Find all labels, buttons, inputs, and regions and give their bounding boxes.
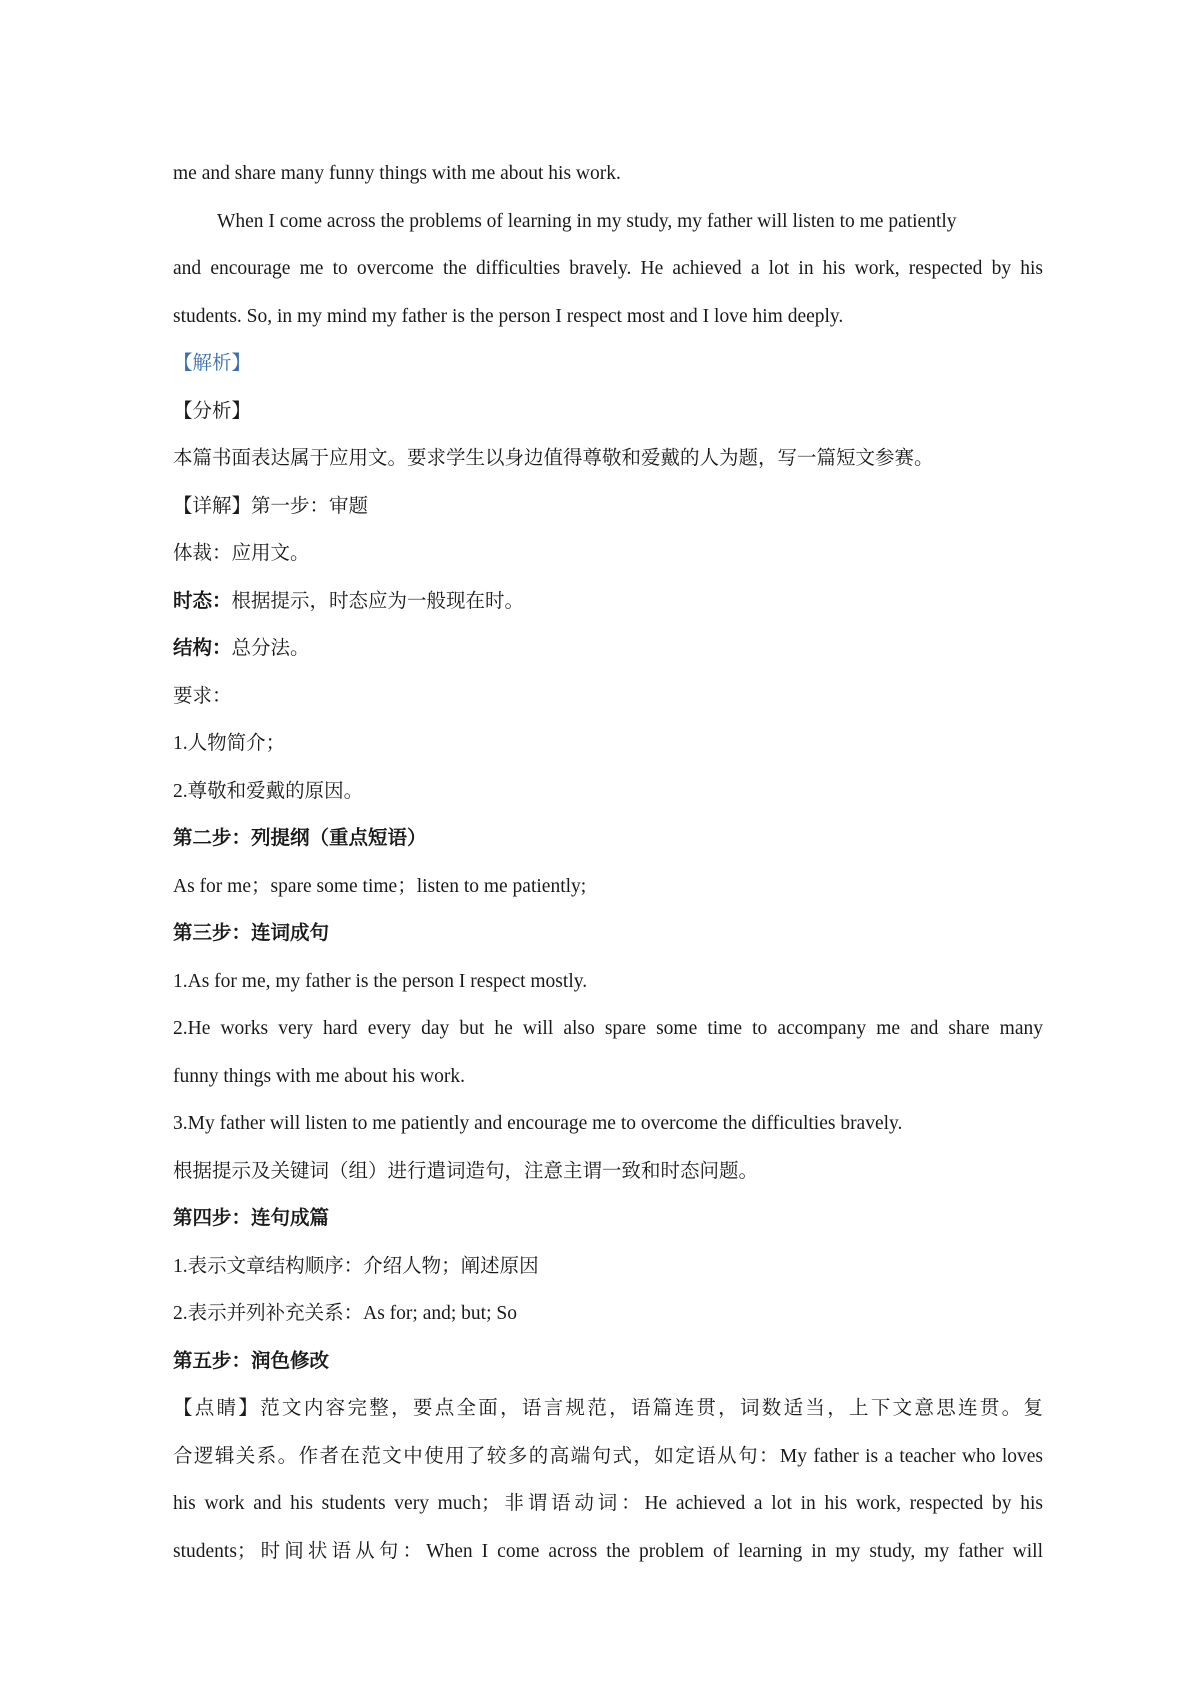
- essay-line-4: students. So, in my mind my father is the person I respect most and I love him deeply.: [173, 305, 844, 327]
- requirements-line: 要求：: [173, 685, 232, 707]
- step3-note: 根据提示及关键词（组）进行遣词造句，注意主谓一致和时态问题。: [173, 1160, 759, 1182]
- step4-heading: 第四步：连句成篇: [173, 1208, 330, 1229]
- outline-phrases: As for me；spare some time；listen to me patiently;: [173, 875, 587, 897]
- dianjing-line-4: students；时间状语从句：When I come across the problem of learning in my study, my father will: [173, 1540, 1043, 1562]
- sentence-2: 2.He works very hard every day but he will also spare some time to accompany me and share many: [173, 1018, 1043, 1039]
- essay-line-3: and encourage me to overcome the difficulties bravely. He achieved a lot in his work, respected by his: [173, 258, 1043, 279]
- document-body: [173, 150, 1043, 1575]
- structure-text: 总分法。: [231, 638, 310, 659]
- step3-heading: 第三步：连词成句: [173, 923, 330, 944]
- sentence-2-cont: funny things with me about his work.: [173, 1065, 465, 1087]
- detail-step1: 【详解】第一步：审题: [173, 495, 369, 517]
- step5-heading: 第五步：润色修改: [173, 1350, 330, 1372]
- structure-line: [173, 625, 1043, 673]
- tense-text: 根据提示，时态应为一般现在时。: [231, 590, 525, 612]
- sentence-3: 3.My father will listen to me patiently and encourage me to overcome the difficulties bravely.: [173, 1113, 903, 1134]
- essay-line-1: me and share many funny things with me about his work.: [173, 163, 621, 184]
- step4-item-2: 2.表示并列补充关系：As for; and; but; So: [173, 1303, 517, 1324]
- requirement-1: 1.人物简介；: [173, 733, 286, 754]
- essay-paragraph-start: When I come across the problems of learning in my study, my father will listen to me patiently: [217, 210, 957, 232]
- dianjing-line-3: his work and his students very much；非谓语动词：He achieved a lot in his work, respected by his: [173, 1493, 1043, 1514]
- analysis-heading: 【解析】: [173, 353, 252, 374]
- dianjing-line-2: 合逻辑关系。作者在范文中使用了较多的高端句式，如定语从句：My father is a teacher who loves: [173, 1445, 1043, 1467]
- tense-line: [173, 578, 1043, 626]
- tense-label: 时态：: [173, 590, 232, 612]
- step2-heading: 第二步：列提纲（重点短语）: [173, 828, 427, 849]
- step4-item-1: 1.表示文章结构顺序：介绍人物；阐述原因: [173, 1255, 539, 1277]
- genre-line: 体裁：应用文。: [173, 543, 310, 564]
- structure-label: 结构：: [173, 638, 232, 659]
- fenxi-text: 本篇书面表达属于应用文。要求学生以身边值得尊敬和爱戴的人为题，写一篇短文参赛。: [173, 448, 934, 469]
- sentence-1: 1.As for me, my father is the person I respect mostly.: [173, 970, 588, 992]
- requirement-2: 2.尊敬和爱戴的原因。: [173, 780, 364, 802]
- dianjing-line-1: 【点睛】范文内容完整，要点全面，语言规范，语篇连贯，词数适当，上下文意思连贯。复: [173, 1398, 1043, 1419]
- fenxi-heading: 【分析】: [173, 400, 252, 422]
